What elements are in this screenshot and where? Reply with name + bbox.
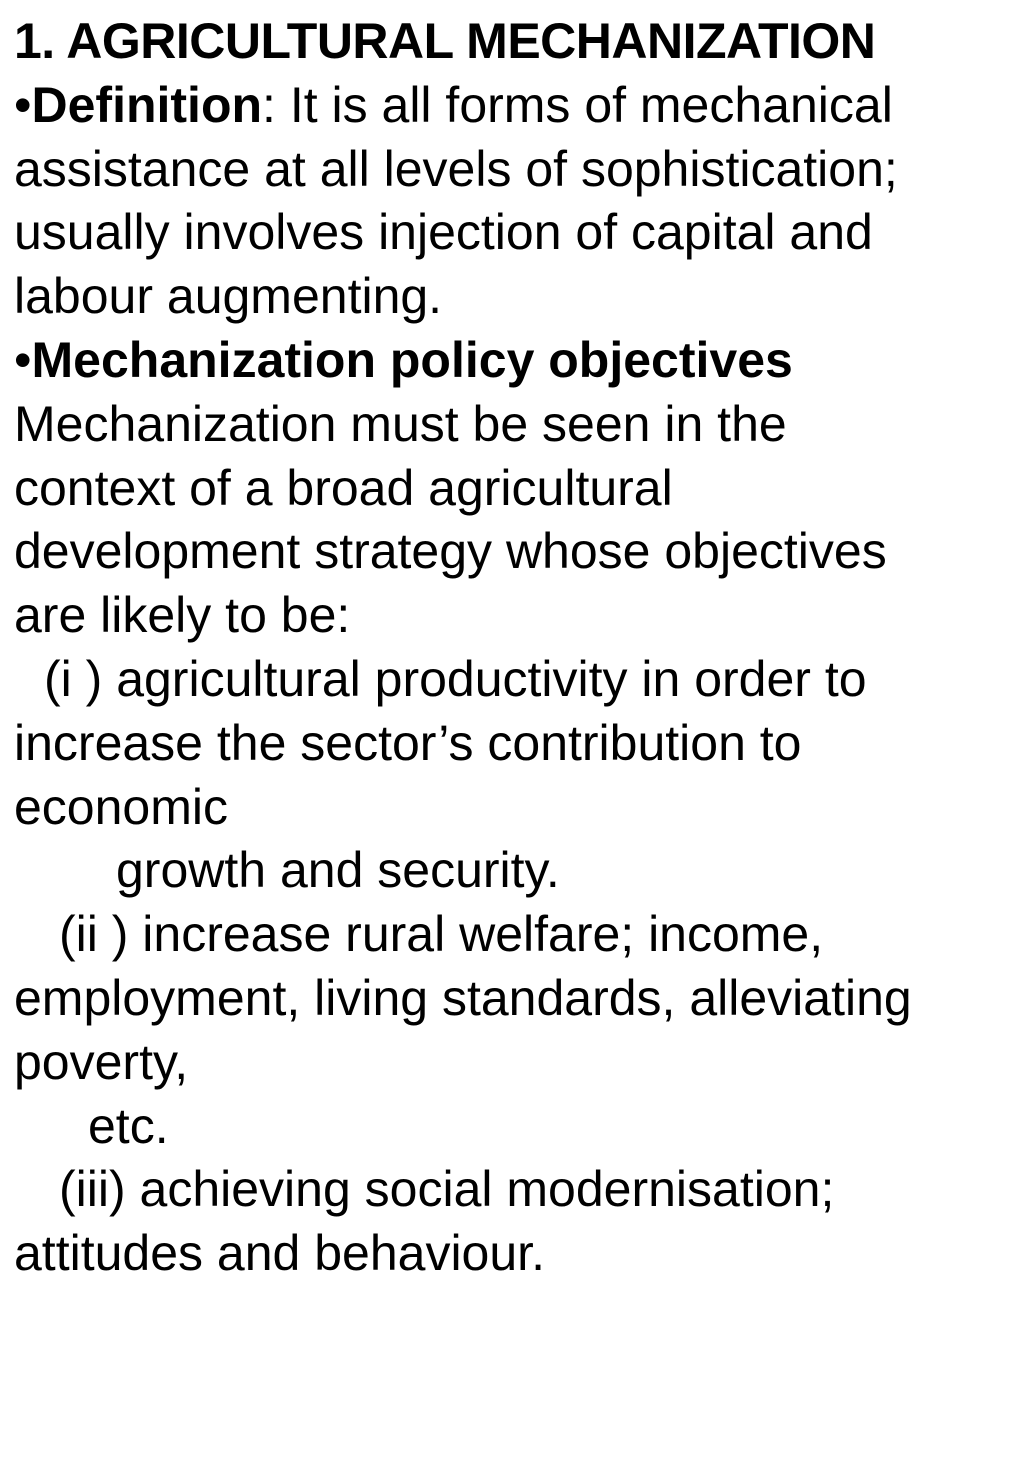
definition-line-3: usually involves injection of capital and <box>14 204 873 261</box>
objective-3-line-1: (iii) achieving social modernisation; <box>59 1161 835 1218</box>
definition-label: Definition <box>31 76 263 133</box>
definition-line-2: assistance at all levels of sophistication; <box>14 140 898 197</box>
objective-2-line-3: poverty, <box>14 1033 189 1090</box>
bullet-definition: • <box>14 76 32 133</box>
objective-1-line-1: (i ) agricultural productivity in order to <box>44 650 867 707</box>
bullet-policy: • <box>14 331 32 388</box>
slide-title: 1. AGRICULTURAL MECHANIZATION <box>14 13 876 69</box>
definition-text-1: : It is all forms of mechanical <box>262 76 893 133</box>
policy-line-4: are likely to be: <box>14 587 351 644</box>
objective-1-line-4: growth and security. <box>116 842 560 899</box>
objective-2-line-4: etc. <box>88 1097 169 1154</box>
objective-1-line-2: increase the sector’s contribution to <box>14 714 802 771</box>
policy-line-1: Mechanization must be seen in the <box>14 395 787 452</box>
objective-2-line-1: (ii ) increase rural welfare; income, <box>59 906 824 963</box>
policy-line-2: context of a broad agricultural <box>14 459 673 516</box>
slide-body <box>14 10 1014 1286</box>
objective-2-line-2: employment, living standards, alleviating <box>14 969 912 1026</box>
policy-line-3: development strategy whose objectives <box>14 523 887 580</box>
objective-3-line-2: attitudes and behaviour. <box>14 1225 545 1282</box>
policy-heading: Mechanization policy objectives <box>31 331 793 388</box>
definition-line-4: labour augmenting. <box>14 268 443 325</box>
definition-line-1 <box>14 74 1014 138</box>
objective-1-line-3: economic <box>14 778 228 835</box>
policy-heading-line <box>14 329 1014 393</box>
